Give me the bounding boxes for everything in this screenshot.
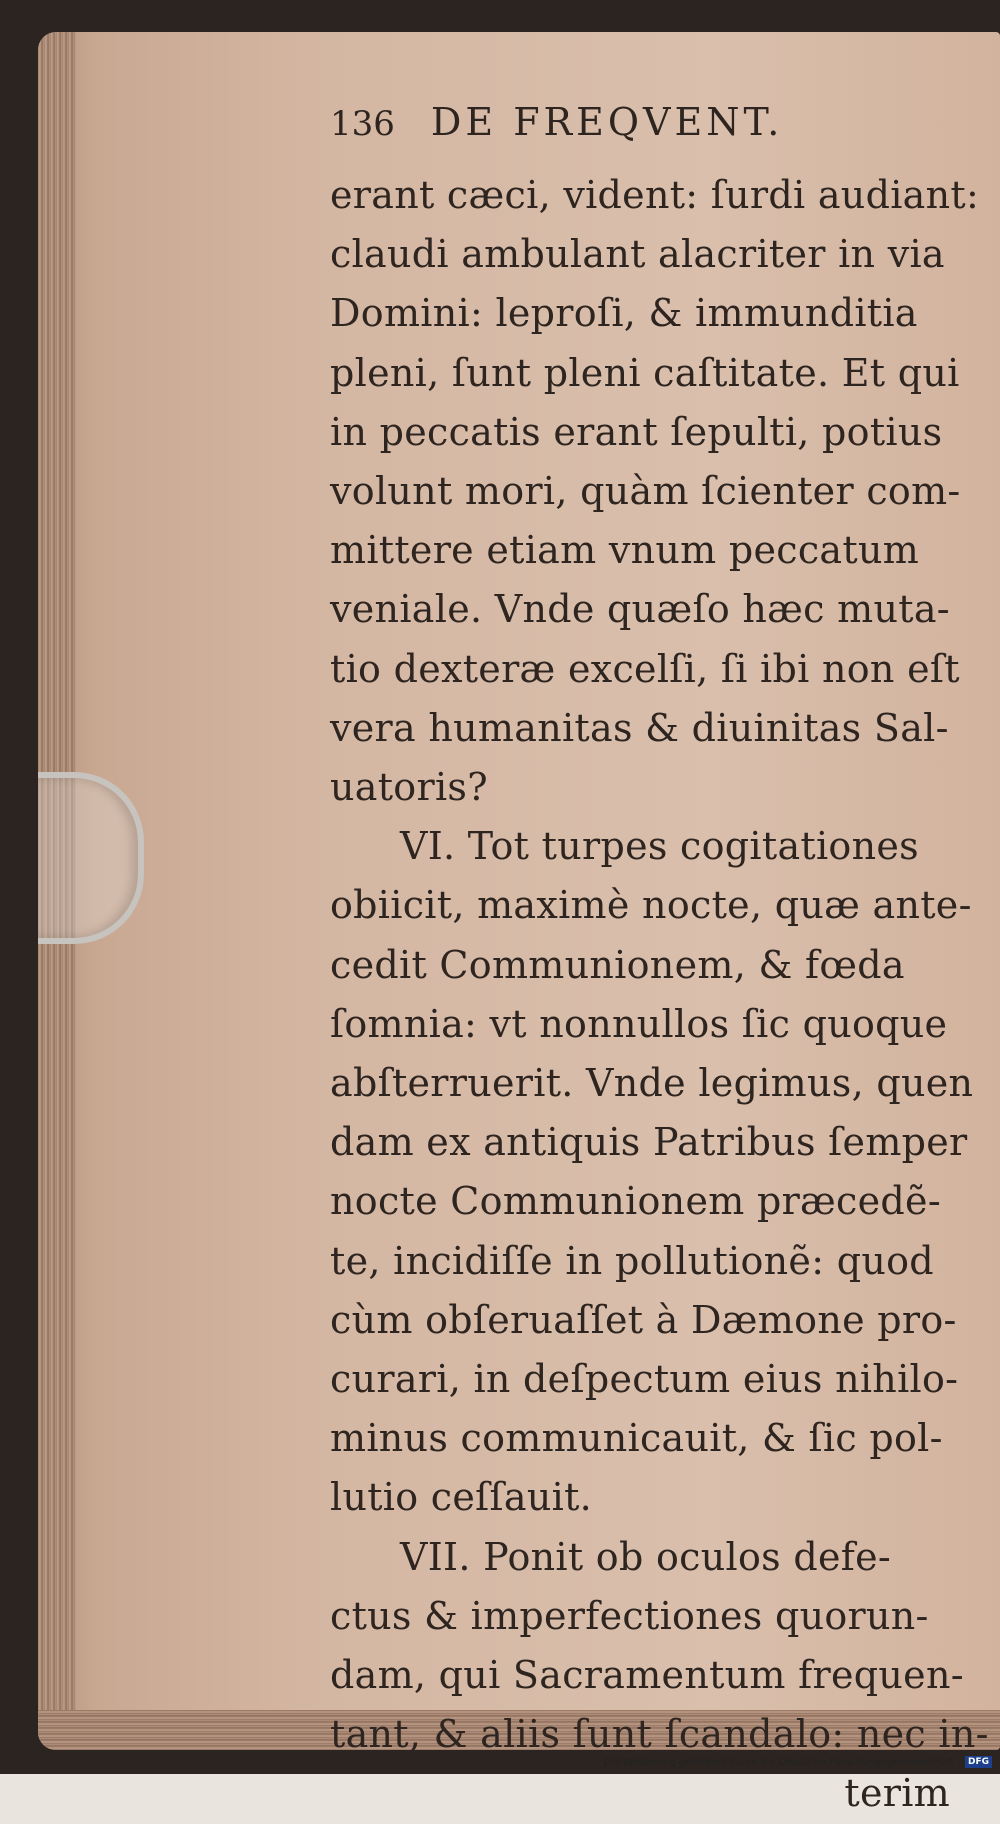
text-line: erant cæci, vident: ſurdi audiant: — [330, 173, 980, 217]
digitization-credit — [603, 1756, 992, 1768]
text-line: nocte Communionem præcedẽ- — [330, 1179, 941, 1224]
text-line: claudi ambulant alacriter in via — [330, 232, 945, 277]
text-line: volunt mori, quàm ſcienter com- — [330, 469, 961, 514]
text-line: pleni, ſunt pleni caſtitate. Et qui — [330, 350, 960, 395]
dfg-logo-icon: DFG — [965, 1756, 992, 1768]
text-line: te, incidiſſe in pollutionẽ: quod — [330, 1238, 934, 1283]
book-clasp — [38, 772, 144, 944]
text-line: ſomnia: vt nonnullos ſic quoque — [330, 1001, 948, 1046]
text-line: abſterruerit. Vnde legimus, quen — [330, 1061, 974, 1106]
text-line: tio dexteræ excelſi, ſi ibi non eſt — [330, 646, 960, 691]
text-line: lutio ceſſauit. — [330, 1475, 593, 1520]
text-line: Domini: leproſi, & immunditia — [330, 291, 918, 336]
text-line: ctus & imperfectiones quorun- — [330, 1593, 929, 1638]
section-start-line: VI. Tot turpes cogitationes — [400, 824, 919, 869]
text-line: tant, & aliis ſunt ſcandalo: nec in- — [330, 1712, 989, 1757]
text-line: curari, in deſpectum eius nihilo- — [330, 1357, 959, 1402]
running-header — [330, 100, 970, 144]
text-line: in peccatis erant ſepulti, potius — [330, 409, 943, 454]
text-line: minus communicauit, & ſic pol- — [330, 1416, 943, 1461]
text-line: cedit Communionem, & fœda — [330, 942, 905, 987]
catchword: terim — [844, 1771, 950, 1816]
running-title: DE FREQVENT. — [430, 100, 784, 144]
page-number: 136 — [330, 104, 395, 144]
text-line: uatoris? — [330, 765, 488, 810]
text-line: dam, qui Sacramentum frequen- — [330, 1653, 964, 1698]
text-line: mittere etiam vnum peccatum — [330, 528, 920, 573]
text-line: cùm obſeruaſſet à Dæmone pro- — [330, 1297, 957, 1342]
credit-text: Digitalisierung gefördert durch die Deutsche Forschungsgemeinschaft - — [603, 1756, 961, 1768]
section-start-line: VII. Ponit ob oculos defe- — [400, 1534, 892, 1579]
text-line: dam ex antiquis Patribus ſemper — [330, 1120, 968, 1165]
text-line: veniale. Vnde quæſo hæc muta- — [330, 587, 950, 632]
text-line: obiicit, maximè nocte, quæ ante- — [330, 883, 972, 928]
text-line: vera humanitas & diuinitas Sal- — [330, 705, 949, 750]
